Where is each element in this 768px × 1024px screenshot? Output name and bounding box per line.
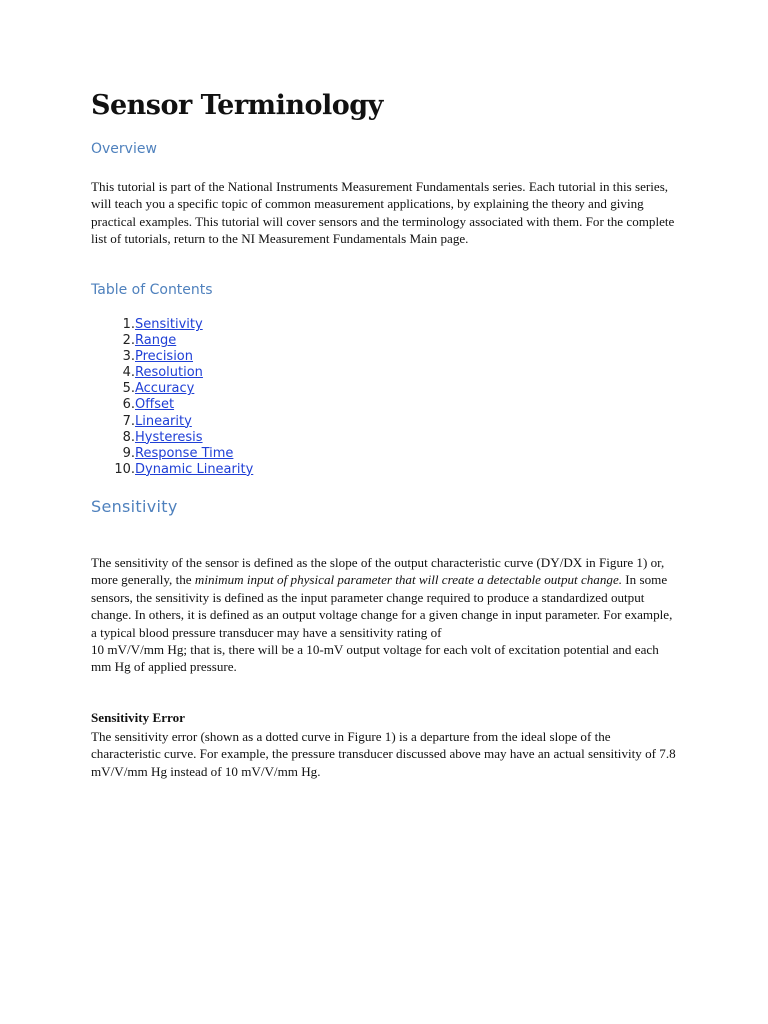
sensitivity-text-end: In some sensors, the sensitivity is defined as the input parameter change required to produce a standardized output change. In others, it is defined as an output voltage change for a given change in input parameter. For example, a typical blood pressure transducer may have a sensitivity rating of bbox=[91, 572, 673, 640]
toc-item bbox=[91, 430, 253, 446]
toc-link-response-time[interactable]: Response Time bbox=[135, 445, 234, 461]
toc-number: 1. bbox=[122, 317, 135, 332]
toc-item bbox=[91, 365, 253, 381]
sensitivity-definition-italic: minimum input of physical parameter that will create a detectable output change. bbox=[194, 572, 623, 588]
toc-link-sensitivity[interactable]: Sensitivity bbox=[135, 317, 203, 332]
toc-link-resolution[interactable]: Resolution bbox=[135, 365, 203, 381]
toc-link-offset[interactable]: Offset bbox=[135, 397, 175, 413]
sensitivity-text-start: The sensitivity of the sensor is defined as the slope of the output characteristic curve (DY/DX in Figure 1) or, more generally, the bbox=[91, 555, 665, 588]
toc-number: 6. bbox=[122, 397, 135, 413]
toc-link-hysteresis[interactable]: Hysteresis bbox=[135, 429, 203, 445]
overview-heading: Overview bbox=[91, 141, 157, 157]
page-title: Sensor Terminology bbox=[91, 90, 383, 121]
toc-item bbox=[91, 381, 253, 397]
toc-number: 4. bbox=[122, 365, 135, 381]
toc-link-linearity[interactable]: Linearity bbox=[135, 413, 192, 429]
sensitivity-heading: Sensitivity bbox=[91, 497, 178, 516]
sensitivity-rating-text: 10 mV/V/mm Hg; that is, there will be a 10-mV output voltage for each volt of excitation potential and each mm Hg of applied pressure. bbox=[91, 642, 659, 675]
toc-link-accuracy[interactable]: Accuracy bbox=[135, 381, 195, 397]
toc-number: 5. bbox=[122, 381, 135, 397]
toc-item bbox=[91, 349, 253, 365]
toc-item bbox=[91, 446, 253, 462]
sensitivity-paragraph bbox=[91, 554, 681, 676]
toc-item bbox=[91, 317, 253, 333]
overview-paragraph: This tutorial is part of the National Instruments Measurement Fundamentals series. Each tutorial in this series, will teach you a specific topic of common measurement applications, by explaining the theory and giving practical examples. This tutorial will cover sensors and the terminology associated with them. For the complete list of tutorials, return to the NI Measurement Fundamentals Main page. bbox=[91, 179, 675, 247]
toc-item bbox=[91, 333, 253, 349]
toc-number: 3. bbox=[122, 349, 135, 365]
toc-number: 7. bbox=[122, 413, 135, 429]
sensitivity-error-paragraph: The sensitivity error (shown as a dotted curve in Figure 1) is a departure from the ideal slope of the characteristic curve. For example, the pressure transducer discussed above may have an actual sensitivity of 7.8 mV/V/mm Hg instead of 10 mV/V/mm Hg. bbox=[91, 729, 676, 779]
sensitivity-error-heading: Sensitivity Error bbox=[91, 710, 185, 725]
toc-link-dynamic-linearity[interactable]: Dynamic Linearity bbox=[135, 461, 254, 477]
toc-number: 9. bbox=[122, 445, 135, 461]
toc-number: 8. bbox=[122, 429, 135, 445]
table-of-contents bbox=[91, 317, 253, 478]
toc-item bbox=[91, 462, 253, 478]
toc-link-range[interactable]: Range bbox=[135, 333, 177, 349]
toc-number: 2. bbox=[122, 333, 135, 349]
toc-item bbox=[91, 414, 253, 430]
toc-item bbox=[91, 397, 253, 413]
toc-link-precision[interactable]: Precision bbox=[135, 349, 194, 365]
toc-number: 10. bbox=[114, 461, 135, 477]
toc-heading: Table of Contents bbox=[91, 282, 213, 298]
